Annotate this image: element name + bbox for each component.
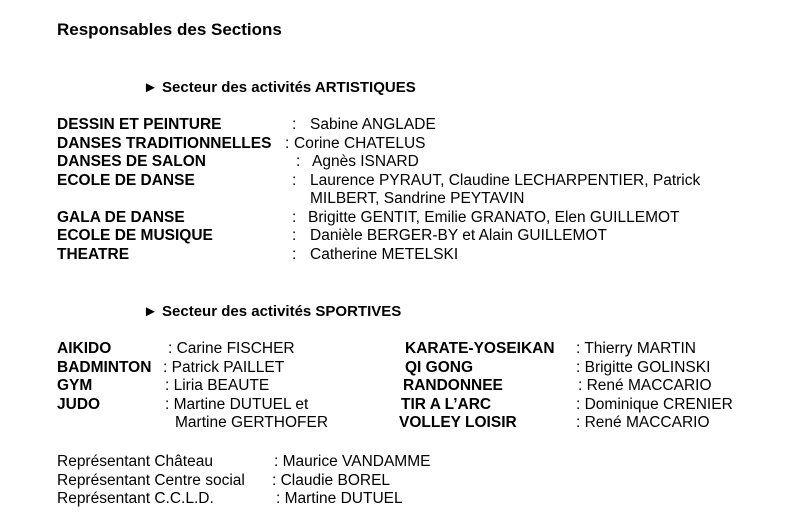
sport-label: KARATE-YOSEIKAN [405,340,555,357]
artistic-row-danses-traditionnelles [0,135,800,154]
artistic-row-gala-danse [0,209,800,228]
separator: : [285,134,290,152]
section-responsible: Brigitte GENTIT, Emilie GRANATO, Elen GUILLEMOT [308,208,680,226]
section-label: DESSIN ET PEINTURE [57,116,222,133]
representant-row-ccld [0,490,800,509]
representant-label: Représentant Centre social [57,471,245,489]
section-responsible-continued: MILBERT, Sandrine PEYTAVIN [310,190,525,207]
separator: : [292,245,297,263]
sport-label: QI GONG [405,358,474,376]
representant-label: Représentant Château [57,453,213,470]
sport-responsible-continued: Martine GERTHOFER [175,414,329,431]
sport-responsible: : Brigitte GOLINSKI [576,358,711,376]
sport-label: TIR A L’ARC [401,395,492,413]
separator: : [292,171,297,189]
artistic-row-ecole-danse [0,172,800,191]
artistic-row-danses-salon [0,153,800,172]
sport-row-3 [0,377,800,396]
section-label: ECOLE DE DANSE [57,171,195,189]
sport-responsible: : Carine FISCHER [168,340,295,357]
sport-responsible: : Liria BEAUTE [165,377,270,394]
sport-row-2 [0,359,800,378]
section-label: GALA DE DANSE [57,208,185,226]
sport-row-5 [0,414,800,433]
section-label: DANSES DE SALON [57,153,206,170]
section-responsible: Corine CHATELUS [294,134,426,152]
representant-value: : Martine DUTUEL [276,490,403,507]
sport-row-1 [0,340,800,359]
sport-responsible: : René MACCARIO [576,414,710,431]
artistic-row-ecole-musique [0,227,800,246]
section-label: ECOLE DE MUSIQUE [57,227,213,244]
section-label: DANSES TRADITIONNELLES [57,134,272,152]
sport-label: JUDO [57,395,101,413]
separator: : [296,153,301,170]
section-responsible: Sabine ANGLADE [310,116,436,133]
page-title: Responsables des Sections [57,20,282,39]
separator: : [292,227,297,244]
artistic-row-dessin [0,116,800,135]
separator: : [292,116,297,133]
section-label: THEATRE [57,245,130,263]
sport-label: AIKIDO [57,340,112,357]
sport-label: GYM [57,377,93,394]
sport-responsible: : Patrick PAILLET [163,358,285,376]
section-responsible: Agnès ISNARD [312,153,419,170]
separator: : [292,208,297,226]
artistic-row-theatre [0,246,800,265]
representant-value: : Maurice VANDAMME [274,453,431,470]
section-responsible: Catherine METELSKI [310,245,459,263]
artistic-row-ecole-danse-cont [0,190,800,209]
section-responsible: Laurence PYRAUT, Claudine LECHARPENTIER, Patrick [310,171,701,189]
sport-label: RANDONNEE [403,377,503,394]
representant-row-chateau [0,453,800,472]
sector-heading-sportives: ► Secteur des activités SPORTIVES [143,303,402,320]
representant-value: : Claudie BOREL [272,471,391,489]
sport-label: VOLLEY LOISIR [399,414,517,431]
section-responsible: Danièle BERGER-BY et Alain GUILLEMOT [310,227,607,244]
sport-label: BADMINTON [57,358,152,376]
sport-responsible: : Thierry MARTIN [576,340,696,357]
sector-heading-artistiques: ► Secteur des activités ARTISTIQUES [143,79,416,96]
sport-responsible: : Martine DUTUEL et [165,395,309,413]
sport-responsible: : Dominique CRENIER [576,395,733,413]
representant-row-centre-social [0,472,800,491]
sport-row-4 [0,396,800,415]
representant-label: Représentant C.C.L.D. [57,490,214,507]
sport-responsible: : René MACCARIO [578,377,712,394]
